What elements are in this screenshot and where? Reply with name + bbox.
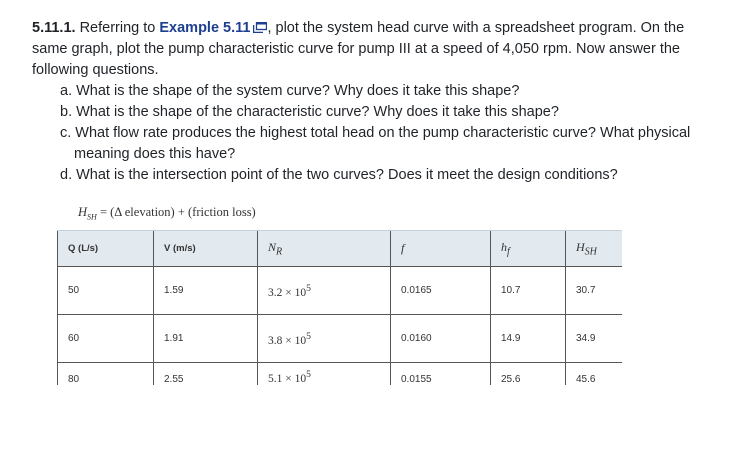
header-system-head: $H_{SH}$ [566,231,623,267]
table-row [58,315,623,363]
cell-system-head: 45.6 [566,363,623,386]
header-flow-rate: Q (L/s) [58,231,154,267]
question-list [32,81,722,186]
cell-friction-factor: 0.0155 [391,363,491,386]
open-window-icon[interactable] [253,22,267,33]
problem-intro-start: Referring to [79,20,156,36]
cell-velocity: 2.55 [154,363,258,386]
header-friction-factor: f [391,231,491,267]
problem-statement [32,18,722,186]
cell-reynolds-number: $5.1 \times 10^5$ [258,363,391,386]
cell-reynolds-number: $3.2 \times 10^5$ [258,267,391,315]
formula-lhs-sub: SH [87,212,97,222]
cell-system-head: 34.9 [566,315,623,363]
system-head-formula [78,205,256,222]
question-c: c. What flow rate produces the highest total head on the pump characteristic curve? What physical meaning does this have? [60,125,691,162]
table-row [58,363,623,386]
cell-system-head: 30.7 [566,267,623,315]
question-d: d. What is the intersection point of the two curves? Does it meet the design conditions? [60,167,618,183]
cell-reynolds-number: $3.8 \times 10^5$ [258,315,391,363]
cell-flow-rate: 50 [58,267,154,315]
header-head-loss: $h_f$ [491,231,566,267]
cell-velocity: 1.91 [154,315,258,363]
cell-flow-rate: 60 [58,315,154,363]
cell-head-loss: 14.9 [491,315,566,363]
problem-number: 5.11.1. [32,20,76,36]
header-velocity: V (m/s) [154,231,258,267]
cell-friction-factor: 0.0160 [391,315,491,363]
formula-lhs: H [78,205,88,219]
formula-rhs: = (Δ elevation) + (friction loss) [96,205,256,219]
cell-velocity: 1.59 [154,267,258,315]
question-b: b. What is the shape of the characteristic curve? Why does it take this shape? [60,104,559,120]
cell-head-loss: 25.6 [491,363,566,386]
example-link[interactable]: Example 5.11 [159,20,251,36]
question-a: a. What is the shape of the system curve? Why does it take this shape? [60,83,520,99]
cell-friction-factor: 0.0165 [391,267,491,315]
table-header-row [58,231,623,267]
cell-flow-rate: 80 [58,363,154,386]
problem-intro-end: , plot the system head curve with a spreadsheet program. On the same graph, plot the pump characteristic curve for pump III at a speed of 4,050 rpm. Now answer the following questions. [32,20,685,78]
cell-head-loss: 10.7 [491,267,566,315]
system-head-table [57,230,622,385]
table-row [58,267,623,315]
header-reynolds-number: $N_R$ [258,231,391,267]
